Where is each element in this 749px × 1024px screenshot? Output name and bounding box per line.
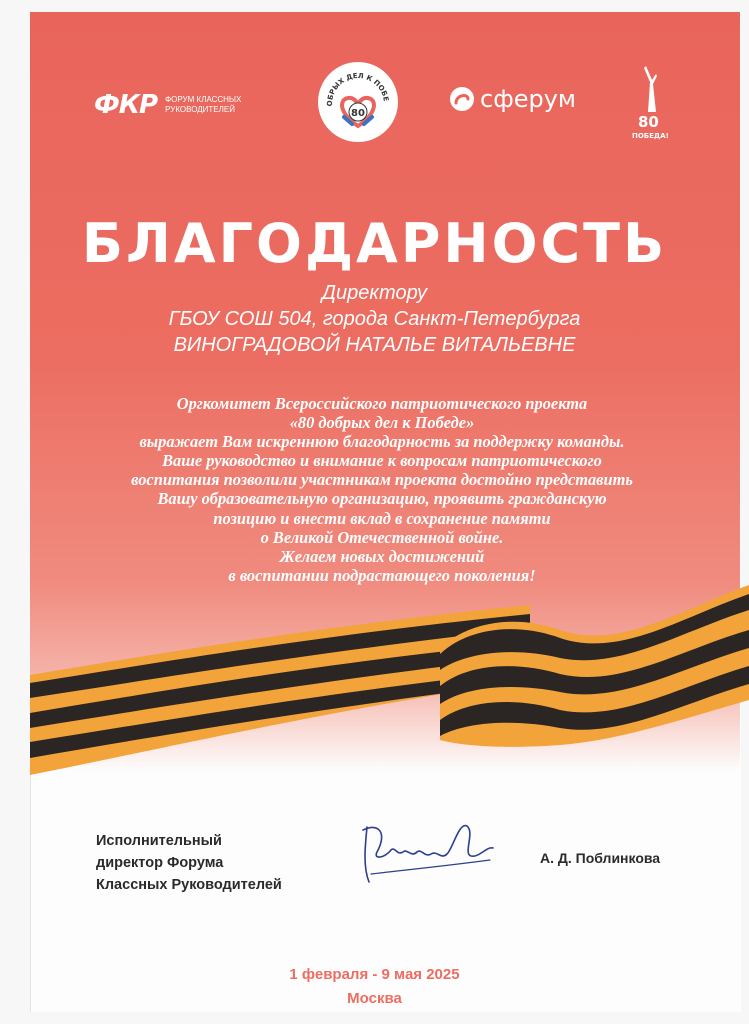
body-line: позицию и внести вклад в сохранение памяти — [213, 508, 551, 528]
certificate-title: БЛАГОДАРНОСТЬ — [81, 212, 668, 275]
body-line: в воспитании подрастающего поколения! — [228, 565, 536, 585]
badge-arc-text: ОБРЫХ ДЕЛ К ПОБЕ — [325, 71, 390, 107]
badge-number: 80 — [351, 108, 365, 119]
signatory-title-line: Исполнительный — [96, 833, 222, 849]
event-dates: 1 февраля - 9 мая 2025 — [289, 966, 460, 983]
heart-hands-icon — [318, 62, 398, 142]
signatory-name: А. Д. Поблинкова — [540, 850, 661, 866]
st-george-ribbon — [0, 570, 749, 810]
body-line: «80 добрых дел к Победе» — [289, 413, 475, 433]
gratitude-text — [52, 394, 712, 585]
body-line: Вашу образовательную организацию, проявить гражданскую — [157, 489, 607, 509]
signatory-title — [96, 830, 282, 896]
pobeda-text: ПОБЕДА! — [632, 132, 669, 140]
signatory-title-line: директор Форума — [96, 855, 224, 871]
body-line: о Великой Отечественной войне. — [260, 527, 504, 547]
body-line: выражает Вам искреннюю благодарность за поддержку команды. — [139, 432, 625, 452]
body-line: Оргкомитет Всероссийского патриотического проекта — [176, 394, 588, 413]
logo-row — [30, 55, 740, 155]
recipient-name: ВИНОГРАДОВОЙ НАТАЛЬЕ ВИТАЛЬЕВНЕ — [173, 334, 576, 356]
motherland-statue-icon — [630, 60, 670, 150]
event-city: Москва — [347, 990, 402, 1007]
body-line: Желаем новых достижений — [279, 546, 485, 566]
good-deeds-badge — [318, 62, 398, 142]
fkr-logo-mark: ФКР — [94, 90, 158, 120]
fkr-logo — [94, 90, 247, 120]
pobeda-number: 80 — [638, 113, 659, 131]
pobeda-80-logo — [630, 60, 670, 150]
body-line: воспитания позволили участникам проекта достойно представить — [131, 470, 633, 490]
recipient-position: Директору — [321, 282, 428, 304]
sferum-logo — [450, 85, 576, 113]
sferum-swirl-icon — [450, 87, 474, 111]
body-line: Ваше руководство и внимание к вопросам патриотического — [162, 451, 602, 471]
handwritten-signature — [355, 812, 505, 897]
fkr-logo-text: ФОРУМ КЛАССНЫХ РУКОВОДИТЕЛЕЙ — [165, 95, 242, 114]
recipient-organization: ГБОУ СОШ 504, города Санкт-Петербурга — [168, 308, 581, 330]
sferum-logo-text: сферум — [480, 85, 577, 113]
signatory-title-line: Классных Руководителей — [96, 877, 282, 893]
